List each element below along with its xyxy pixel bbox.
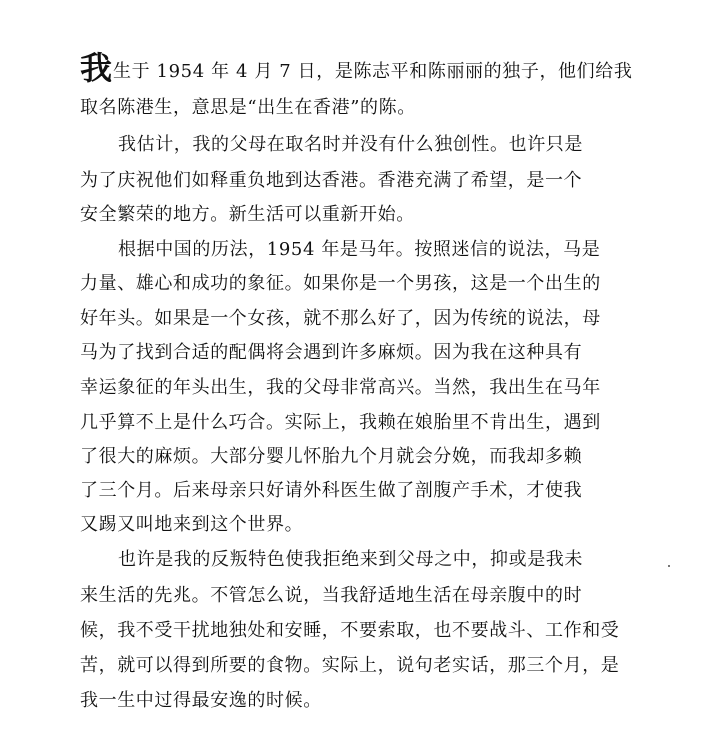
paragraph-1-line-1 [80,49,633,87]
paragraph-4-line-5: 我一生中过得最安逸的时候。 [80,690,322,711]
paragraph-3-line-9: 又踢又叫地来到这个世界。 [80,514,304,535]
paragraph-3-line-4: 马为了找到合适的配偶将会遇到许多麻烦。因为我在这种具有 [80,342,583,363]
paragraph-2-line-3: 安全繁荣的地方。新生活可以重新开始。 [80,204,415,225]
paragraph-3-line-1: 根据中国的历法，1954 年是马年。按照迷信的说法，马是 [118,239,601,260]
paragraph-3-line-2: 力量、雄心和成功的象征。如果你是一个男孩，这是一个出生的 [80,273,601,294]
paragraph-4-line-1: 也许是我的反叛特色使我拒绝来到父母之中，抑或是我未 [118,549,583,570]
paragraph-4-line-2: 来生活的先兆。不管怎么说，当我舒适地生活在母亲腹中的时 [80,585,583,606]
paragraph-1-line-1-text: 生于 1954 年 4 月 7 日，是陈志平和陈丽丽的独子，他们给我 [113,61,633,82]
paragraph-3-line-3: 好年头。如果是一个女孩，就不那么好了，因为传统的说法，母 [80,308,601,329]
paragraph-4-line-3: 候，我不受干扰地独处和安睡，不要索取，也不要战斗、工作和受 [80,620,620,641]
paragraph-2-line-2: 为了庆祝他们如释重负地到达香港。香港充满了希望，是一个 [80,170,583,191]
paragraph-3-line-5: 幸运象征的年头出生，我的父母非常高兴。当然，我出生在马年 [80,377,601,398]
drop-cap: 我 [80,49,113,87]
scan-speck [668,565,670,567]
paragraph-3-line-7: 了很大的麻烦。大部分婴儿怀胎九个月就会分娩，而我却多赖 [80,446,583,467]
paragraph-1-line-2: 取名陈港生，意思是“出生在香港”的陈。 [80,97,416,118]
paragraph-3-line-8: 了三个月。后来母亲只好请外科医生做了剖腹产手术，才使我 [80,480,583,501]
paragraph-2-line-1: 我估计，我的父母在取名时并没有什么独创性。也许只是 [118,134,583,155]
paragraph-4-line-4: 苦，就可以得到所要的食物。实际上，说句老实话，那三个月，是 [80,655,620,676]
paragraph-3-line-6: 几乎算不上是什么巧合。实际上，我赖在娘胎里不肯出生，遇到 [80,412,601,433]
